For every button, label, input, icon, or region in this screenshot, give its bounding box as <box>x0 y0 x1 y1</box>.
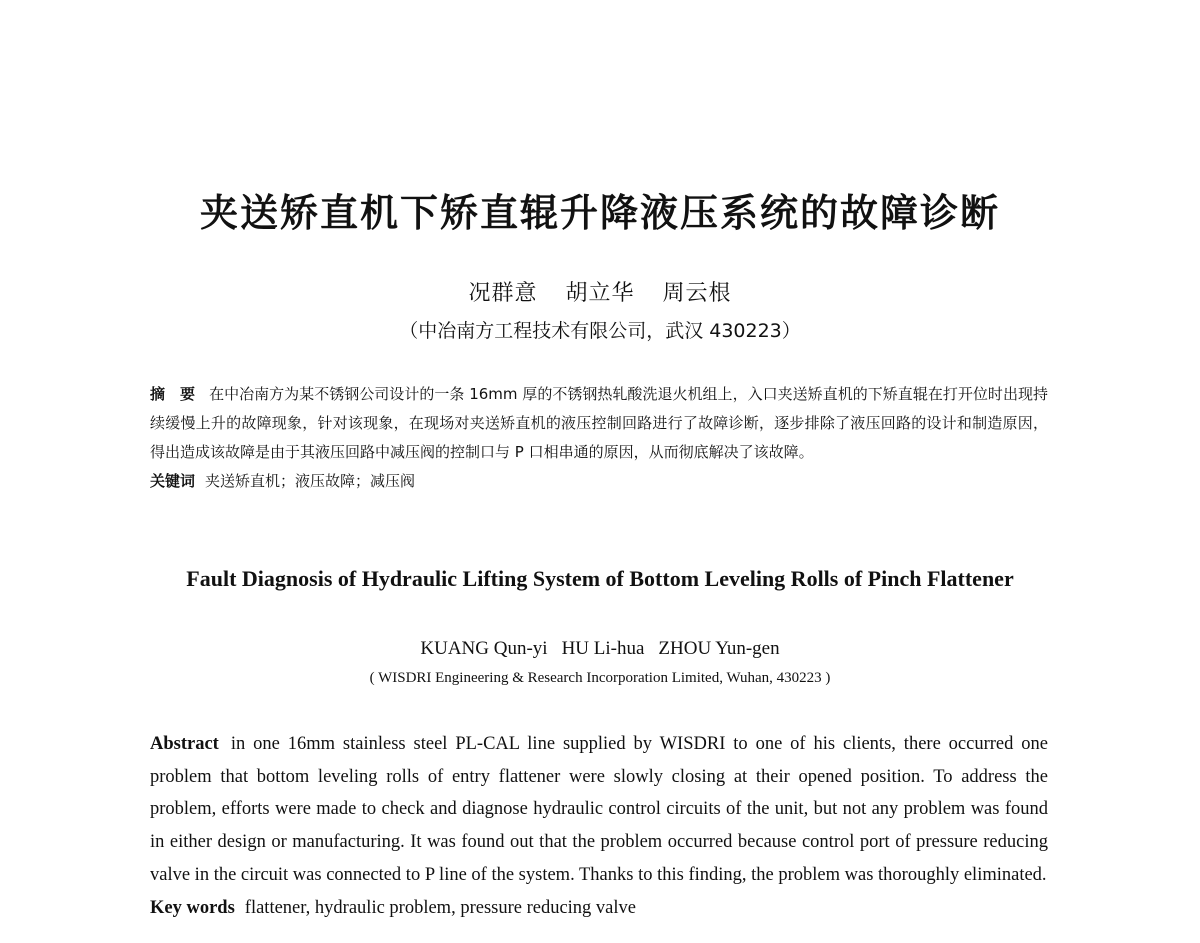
english-abstract-label: Abstract <box>150 734 219 754</box>
english-affiliation: ( WISDRI Engineering & Research Incorporation Limited, Wuhan, 430223 ) <box>369 670 831 686</box>
english-title: Fault Diagnosis of Hydraulic Lifting System of Bottom Leveling Rolls of Pinch Flattener <box>186 566 1014 591</box>
english-author: KUANG Qun-yi <box>420 638 548 659</box>
chinese-keywords-text: 夹送矫直机；液压故障；减压阀 <box>205 472 416 490</box>
english-abstract <box>150 728 1048 892</box>
chinese-abstract-label: 摘 要 <box>150 385 196 403</box>
english-keywords <box>150 892 1048 925</box>
chinese-author: 胡立华 <box>565 281 635 306</box>
chinese-abstract <box>150 380 1048 467</box>
chinese-abstract-block <box>150 380 1048 496</box>
english-author: HU Li-hua <box>561 638 645 659</box>
english-author: ZHOU Yun-gen <box>658 638 780 659</box>
chinese-author: 周云根 <box>662 281 732 306</box>
chinese-keywords <box>150 467 1048 496</box>
english-keywords-label: Key words <box>150 897 235 918</box>
chinese-author: 况群意 <box>468 281 538 306</box>
chinese-abstract-text: 在中冶南方为某不锈钢公司设计的一条 16mm 厚的不锈钢热轧酸洗退火机组上，入口夹送矫直机的下矫直辊在打开位时出现持续缓慢上升的故障现象，针对该现象，在现场对夹送矫直机的液压控制回路进行了故障诊断，逐步排除了液压回路的设计和制造原因，得出造成该故障是由于其液压回路中减压阀的控制口与 P 口相串通的原因，从而彻底解决了该故障。 <box>150 385 1048 461</box>
english-abstract-block <box>150 728 1048 924</box>
chinese-title: 夹送矫直机下矫直辊升降液压系统的故障诊断 <box>199 191 1000 235</box>
chinese-keywords-label: 关键词 <box>150 472 196 490</box>
chinese-authors <box>0 279 1200 309</box>
english-authors <box>0 635 1200 663</box>
english-keywords-text: flattener, hydraulic problem, pressure reducing valve <box>244 897 636 918</box>
chinese-affiliation: （中冶南方工程技术有限公司，武汉 430223） <box>399 320 801 342</box>
english-abstract-text: in one 16mm stainless steel PL-CAL line supplied by WISDRI to one of his clients, there occurred one problem that bottom leveling rolls of entry flattener were slowly closing at their opened position. To address the problem, efforts were made to check and diagnose hydraulic control circuits of the unit, but not any problem was found in either design or manufacturing. It was found out that the problem occurred because control port of pressure reducing valve in the circuit was connected to P line of the system. Thanks to this finding, the problem was thoroughly eliminated. <box>150 734 1048 885</box>
